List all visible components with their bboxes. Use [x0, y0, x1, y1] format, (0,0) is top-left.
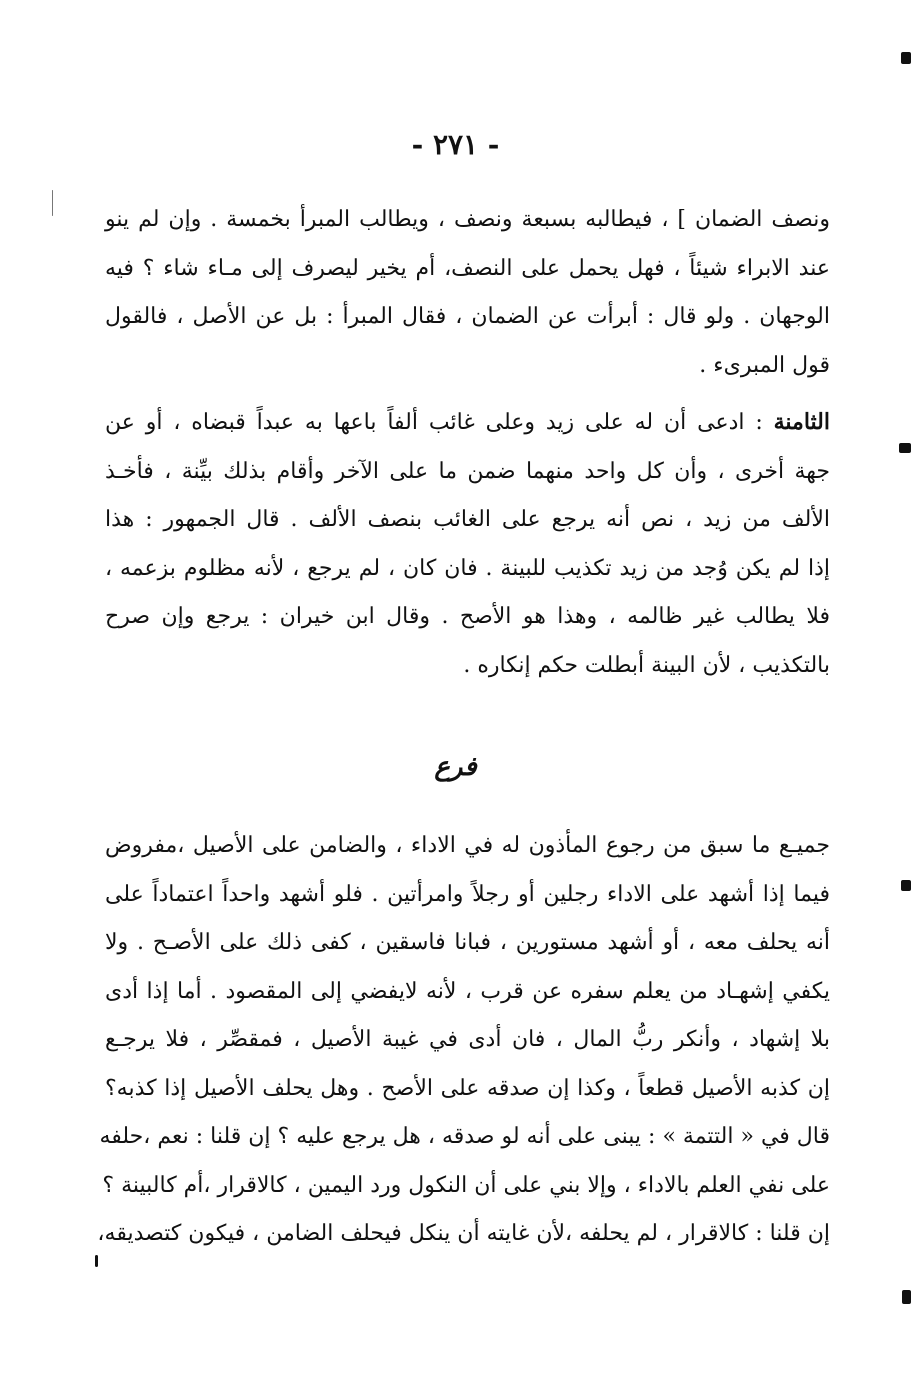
text-line: أنه يحلف معه ، أو أشهد مستورين ، فبانا فاسقين ، كفى ذلك على الأصـح . ولا	[105, 930, 830, 955]
text-line: الوجهان . ولو قال : أبرأت عن الضمان ، فقال المبرأ : بل عن الأصل ، فالقول	[105, 304, 830, 329]
text-line: عند الابراء شيئاً ، فهل يحمل على النصف، أم يخير ليصرف إلى مـاء شاء ؟ فيه	[105, 255, 830, 281]
text-line: جميـع ما سبق من رجوع المأذون له في الاداء ، والضامن على الأصيل ،مفروض	[105, 833, 830, 858]
paragraph-3	[97, 822, 830, 1259]
scan-edge-mark	[899, 443, 911, 453]
text-line	[105, 398, 830, 448]
text-line: ونصف الضمان ] ، فيطالبه بسبعة ونصف ، ويطالب المبرأ بخمسة . وإن لم ينو	[105, 207, 830, 232]
text-line: إن قلنا : كالاقرار ، لم يحلفه ،لأن غايته أن ينكل فيحلف الضامن ، فيكون كتصديقه،	[97, 1221, 830, 1246]
text-line: فلا يطالب غير ظالمه ، وهذا هو الأصح . وقال ابن خيران : يرجع وإن صرح	[105, 604, 830, 629]
text-line: إن كذبه الأصيل قطعاً ، وكذا إن صدقه على الأصح . وهل يحلف الأصيل إذا كذبه؟	[105, 1075, 830, 1101]
text-line: قال في « التتمة » : يبنى على أنه لو صدقه ، هل يرجع عليه ؟ إن قلنا : نعم ،حلفه	[99, 1124, 830, 1149]
section-title: فرع	[434, 752, 477, 782]
text-line: يكفي إشهـاد من يعلم سفره عن قرب ، لأنه لايفضي إلى المقصود . أما إذا أدى	[105, 978, 830, 1004]
text-line: إذا لم يكن وُجد من زيد تكذيب للبينة . فان كان ، لم يرجع ، لأنه مظلوم بزعمه ،	[105, 555, 830, 581]
text-line-rest: : ادعى أن له على زيد وعلى غائب ألفاً باعها به عبداً قبضاه ، أو عن	[105, 410, 774, 435]
scan-edge-mark	[901, 52, 911, 64]
scan-edge-mark	[901, 880, 911, 891]
page-number: - ٢٧١ -	[411, 128, 500, 161]
text-line: قول المبرىء .	[699, 352, 830, 378]
text-line: جهة أخرى ، وأن كل واحد منهما ضمن ما على الآخر وأقام بذلك بيِّنة ، فأخـذ	[105, 458, 830, 484]
scan-edge-mark	[52, 190, 53, 216]
text-line: بلا إشهاد ، وأنكر ربُّ المال ، فان أدى في غيبة الأصيل ، فمقصِّر ، فلا يرجـع	[105, 1027, 830, 1052]
paragraph-2	[105, 398, 830, 690]
text-line: الألف من زيد ، نص أنه يرجع على الغائب بنصف الألف . قال الجمهور : هذا	[105, 507, 830, 532]
paragraph-lead-word: الثامنة	[773, 409, 830, 435]
text-line: فيما إذا أشهد على الاداء رجلين أو رجلاً وامرأتين . فلو أشهد واحداً اعتماداً على	[105, 881, 830, 907]
text-line: على نفي العلم بالاداء ، وإلا بني على أن النكول ورد اليمين ، كالاقرار ،أم كالبينة ؟	[102, 1172, 830, 1198]
paragraph-1	[105, 196, 830, 390]
text-line: بالتكذيب ، لأن البينة أبطلت حكم إنكاره .	[463, 652, 830, 678]
scan-edge-mark	[902, 1290, 911, 1304]
